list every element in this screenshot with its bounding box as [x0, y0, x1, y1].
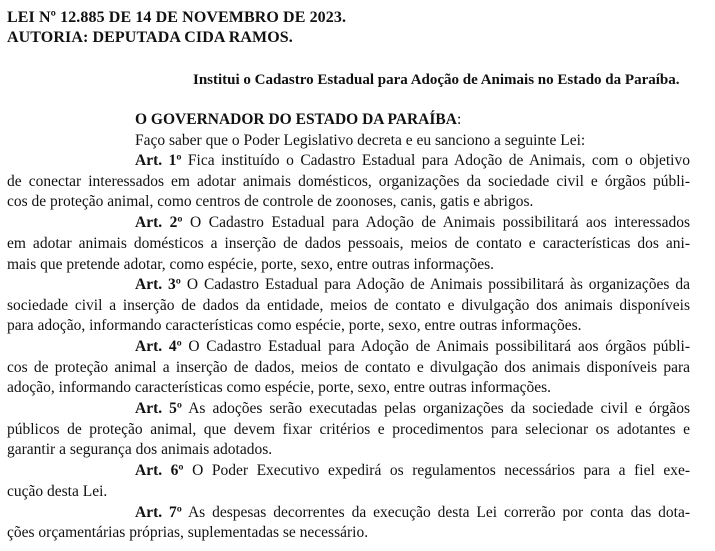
governor-title: O GOVERNADOR DO ESTADO DA PARAÍBA	[135, 111, 457, 128]
article-4-line-2: cos de proteção animal a inserção de dados, meios de contato e divulgação dos animais disponíveis para	[7, 359, 690, 376]
article-3-line-2: sociedade civil a inserção de dados da entidade, meios de contato e divulgação dos animais disponíveis	[7, 297, 690, 314]
article-3-text-1: O Cadastro Estadual para Adoção de Animais possibilitará às organizações da	[180, 276, 690, 293]
article-1-line-1	[135, 151, 690, 171]
article-6-text-1: O Poder Executivo expedirá os regulamentos necessários para a fiel exe-	[183, 462, 690, 479]
article-7-label: Art. 7º	[135, 504, 182, 521]
article-2-line-2: em adotar animais domésticos a inserção de dados pessoais, meios de contato e características dos ani-	[7, 235, 690, 252]
article-4-text-1: O Cadastro Estadual para Adoção de Animais possibilitará aos órgãos públi-	[181, 338, 690, 355]
article-4-line-3: adoção, informando características como espécie, porte, sexo, entre outras informações.	[7, 379, 551, 396]
law-number-heading: LEI Nº 12.885 DE 14 DE NOVEMBRO DE 2023.	[7, 9, 347, 26]
ementa: Institui o Cadastro Estadual para Adoção de Animais no Estado da Paraíba.	[193, 72, 680, 88]
article-5-label: Art. 5º	[135, 400, 183, 417]
article-6-line-1	[135, 461, 690, 481]
authorship-heading: AUTORIA: DEPUTADA CIDA RAMOS.	[7, 29, 293, 46]
article-3-line-1	[135, 275, 690, 295]
article-7-text-1: As despesas decorrentes da execução desta Lei correrão por conta das dota-	[181, 504, 690, 521]
article-5-line-1	[135, 399, 690, 419]
article-6-label: Art. 6º	[135, 462, 184, 479]
article-5-line-2: públicos de proteção animal, que devem fixar critérios e procedimentos para selecionar os adotantes e	[7, 421, 690, 438]
article-4-label: Art. 4º	[135, 338, 182, 355]
article-5-line-3: garantir a segurança dos animais adotados.	[7, 441, 273, 458]
article-1-line-2: de conectar interessados em adotar animais domésticos, organizações da sociedade civil e órgãos públi-	[7, 173, 690, 190]
article-1-line-3: cos de proteção animal, como centros de controle de zoonoses, canis, gatis e abrigos.	[7, 193, 534, 210]
article-7-line-2: ções orçamentárias próprias, suplementadas se necessário.	[7, 524, 369, 541]
article-1-text-1: Fica instituído o Cadastro Estadual para Adoção de Animais, com o objetivo	[181, 152, 690, 169]
article-2-text-1: O Cadastro Estadual para Adoção de Animais possibilitará aos interessados	[182, 214, 690, 231]
article-2-line-1	[135, 213, 690, 233]
governor-heading	[135, 110, 461, 130]
article-2-line-3: mais que pretende adotar, como espécie, porte, sexo, entre outras informações.	[7, 256, 495, 273]
article-3-line-3: para adoção, informando características como espécie, porte, sexo, entre outras informações.	[7, 317, 582, 334]
article-4-line-1	[135, 337, 690, 357]
article-1-label: Art. 1º	[135, 152, 182, 169]
governor-colon: :	[456, 111, 462, 128]
enactment-clause: Faço saber que o Poder Legislativo decreta e eu sanciono a seguinte Lei:	[135, 132, 586, 149]
article-7-line-1	[135, 503, 690, 523]
article-6-line-2: cução desta Lei.	[7, 483, 108, 500]
article-2-label: Art. 2º	[135, 214, 183, 231]
article-3-label: Art. 3º	[135, 276, 181, 293]
article-5-text-1: As adoções serão executadas pelas organizações da sociedade civil e órgãos	[182, 400, 690, 417]
